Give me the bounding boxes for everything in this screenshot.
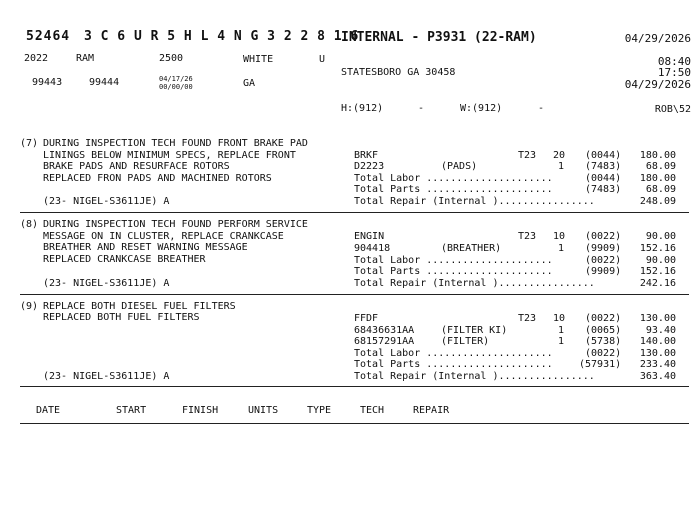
footer-divider [20, 423, 689, 424]
part-desc: (PADS) [441, 161, 478, 172]
total-parts-amount: 152.16 [639, 266, 676, 277]
column-date: DATE [36, 405, 61, 416]
column-start: START [116, 405, 147, 416]
part-amount: 140.00 [639, 336, 676, 347]
vehicle-model: 2500 [159, 53, 184, 64]
total-repair-amount: 363.40 [639, 371, 676, 382]
home-phone: H:(912) [341, 103, 384, 114]
labor-hours: 20 [553, 150, 566, 161]
part-desc: (FILTER KI) [441, 325, 508, 336]
labor-hours: 10 [553, 313, 566, 324]
op-ref: (0022) [585, 231, 622, 242]
location: STATESBORO GA 30458 [341, 67, 456, 78]
vehicle-make: RAM [76, 53, 95, 64]
total-repair-amount: 248.09 [639, 196, 676, 207]
part-amount: 93.40 [645, 325, 676, 336]
customer-id-2: 99444 [89, 77, 120, 88]
part-number: 68157291AA [354, 336, 415, 347]
job-line: DURING INSPECTION TECH FOUND PERFORM SERVICE [43, 219, 308, 230]
vehicle-flag: U [319, 54, 326, 65]
total-labor-ref: (0044) [585, 173, 622, 184]
time-in: 08:40 [657, 55, 691, 68]
date-small-2: 00/00/00 [159, 83, 193, 91]
column-finish: FINISH [182, 405, 219, 416]
op-code: ENGIN [354, 231, 385, 242]
section-divider [20, 386, 689, 387]
total-labor-label: Total Labor ..................... [354, 348, 553, 359]
part-amount: 152.16 [639, 243, 676, 254]
total-parts-amount: 233.40 [639, 359, 676, 370]
ro-number: 52464 [26, 29, 71, 44]
job-line: BREATHER AND RESET WARNING MESSAGE [43, 242, 248, 253]
job-line: LININGS BELOW MINIMUM SPECS, REPLACE FRONT [43, 150, 296, 161]
op-amount: 90.00 [645, 231, 676, 242]
phone-dash-2: - [538, 103, 545, 114]
part-amount: 68.09 [645, 161, 676, 172]
part-desc: (FILTER) [441, 336, 490, 347]
total-parts-label: Total Parts ..................... [354, 184, 553, 195]
total-labor-ref: (0022) [585, 255, 622, 266]
tech-code: T23 [518, 231, 537, 242]
tech-code: T23 [518, 150, 537, 161]
job-tech: (23- NIGEL-S3611JE) A [43, 371, 170, 382]
total-repair-label: Total Repair (Internal )................ [354, 371, 595, 382]
part-ref: (0065) [585, 325, 622, 336]
job-tech: (23- NIGEL-S3611JE) A [43, 196, 170, 207]
total-labor-label: Total Labor ..................... [354, 255, 553, 266]
vehicle-year: 2022 [24, 53, 49, 64]
op-ref: (0022) [585, 313, 622, 324]
column-tech: TECH [360, 405, 385, 416]
job-line: REPLACED BOTH FUEL FILTERS [43, 312, 200, 323]
op-amount: 130.00 [639, 313, 676, 324]
job-line: BRAKE PADS AND RESURFACE ROTORS [43, 161, 230, 172]
part-number: D2223 [354, 161, 385, 172]
job-line: MESSAGE ON IN CLUSTER, REPLACE CRANKCASE [43, 231, 284, 242]
part-ref: (7483) [585, 161, 622, 172]
total-parts-ref: (57931) [579, 359, 622, 370]
total-labor-amount: 90.00 [645, 255, 676, 266]
total-parts-amount: 68.09 [645, 184, 676, 195]
vehicle-color: WHITE [243, 54, 274, 65]
part-desc: (BREATHER) [441, 243, 502, 254]
column-repair: REPAIR [413, 405, 450, 416]
part-ref: (5738) [585, 336, 622, 347]
part-number: 904418 [354, 243, 391, 254]
job-tech: (23- NIGEL-S3611JE) A [43, 278, 170, 289]
tech-code: T23 [518, 313, 537, 324]
op-code: BRKF [354, 150, 379, 161]
part-qty: 1 [558, 161, 565, 172]
job-line: REPLACED FRON PADS AND MACHINED ROTORS [43, 173, 272, 184]
job-line: REPLACE BOTH DIESEL FUEL FILTERS [43, 301, 236, 312]
job-number: (9) [20, 301, 39, 312]
op-ref: (0044) [585, 150, 622, 161]
part-number: 68436631AA [354, 325, 415, 336]
column-units: UNITS [248, 405, 279, 416]
date-small-1: 04/17/26 [159, 75, 193, 83]
job-number: (7) [20, 138, 39, 149]
date-top: 04/29/2026 [624, 32, 691, 45]
service-advisor: ROB\52 [654, 104, 691, 115]
job-number: (8) [20, 219, 39, 230]
date-bottom: 04/29/2026 [624, 78, 691, 91]
total-labor-amount: 180.00 [639, 173, 676, 184]
section-divider [20, 212, 689, 213]
document-title: INTERNAL - P3931 (22-RAM) [341, 30, 537, 45]
total-parts-ref: (9909) [585, 266, 622, 277]
total-parts-label: Total Parts ..................... [354, 266, 553, 277]
total-labor-amount: 130.00 [639, 348, 676, 359]
total-parts-ref: (7483) [585, 184, 622, 195]
work-phone: W:(912) [460, 103, 503, 114]
total-repair-amount: 242.16 [639, 278, 676, 289]
total-parts-label: Total Parts ..................... [354, 359, 553, 370]
op-code: FFDF [354, 313, 379, 324]
part-qty: 1 [558, 336, 565, 347]
total-labor-ref: (0022) [585, 348, 622, 359]
part-qty: 1 [558, 325, 565, 336]
total-repair-label: Total Repair (Internal )................ [354, 278, 595, 289]
total-labor-label: Total Labor ..................... [354, 173, 553, 184]
vin: 3 C 6 U R 5 H L 4 N G 3 2 2 8 1 6 [84, 29, 359, 44]
column-type: TYPE [307, 405, 332, 416]
job-line: REPLACED CRANKCASE BREATHER [43, 254, 206, 265]
job-line: DURING INSPECTION TECH FOUND FRONT BRAKE PAD [43, 138, 308, 149]
part-qty: 1 [558, 243, 565, 254]
phone-dash-1: - [418, 103, 425, 114]
total-repair-label: Total Repair (Internal )................ [354, 196, 595, 207]
labor-hours: 10 [553, 231, 566, 242]
time-out: 17:50 [657, 66, 691, 79]
part-ref: (9909) [585, 243, 622, 254]
section-divider [20, 294, 689, 295]
customer-id-1: 99443 [32, 77, 63, 88]
op-amount: 180.00 [639, 150, 676, 161]
state: GA [243, 78, 256, 89]
